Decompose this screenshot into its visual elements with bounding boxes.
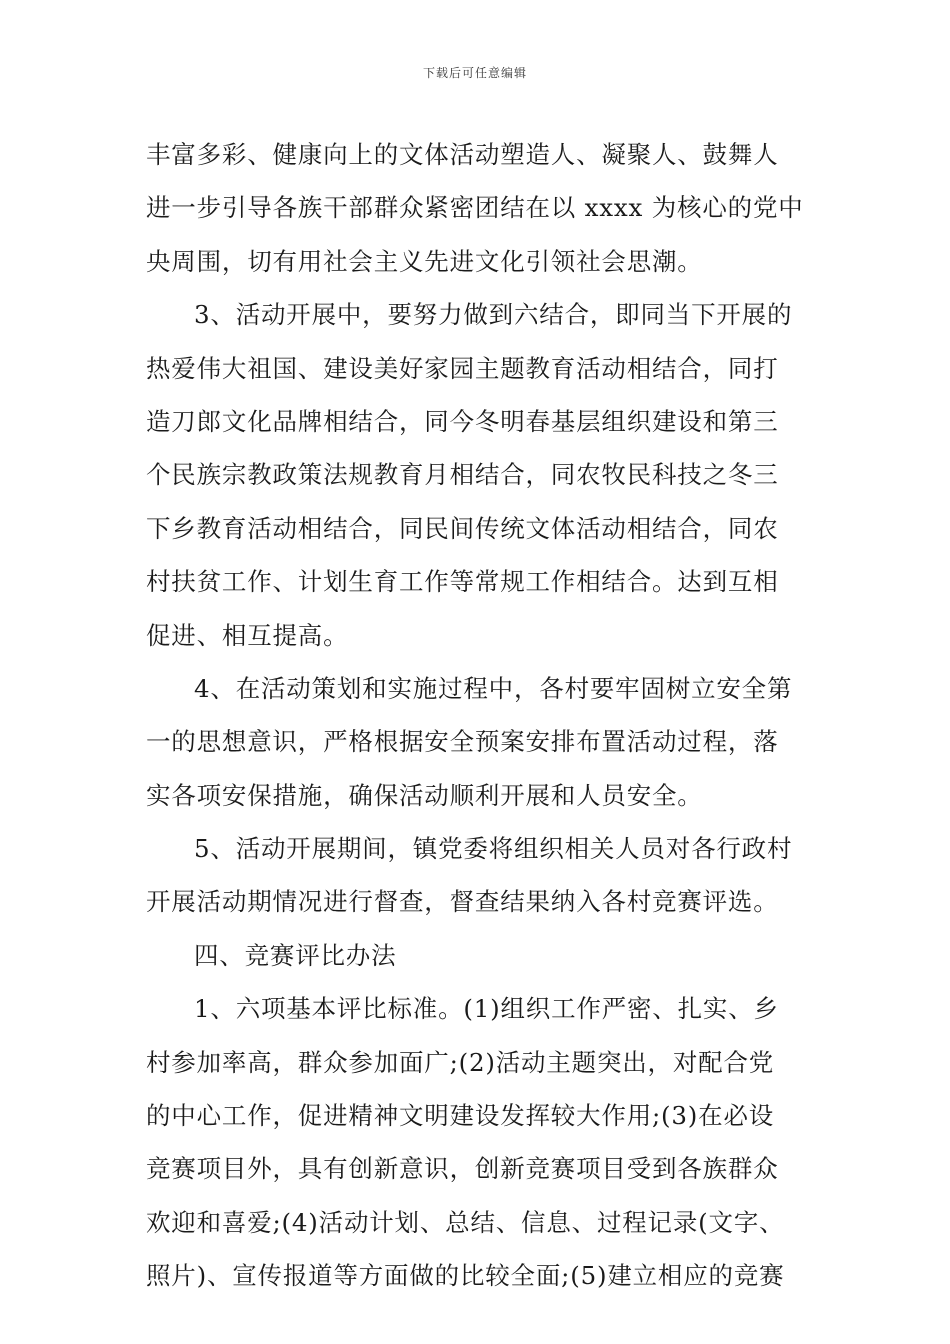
text-line: 个民族宗教政策法规教育月相结合，同农牧民科技之冬三 xyxy=(146,460,779,490)
text-line: 央周围，切有用社会主义先进文化引领社会思潮。 xyxy=(146,246,703,276)
document-body xyxy=(146,128,808,1303)
text-line: 热爱伟大祖国、建设美好家园主题教育活动相结合，同打 xyxy=(146,353,779,383)
text-line: 造刀郎文化品牌相结合，同今冬明春基层组织建设和第三 xyxy=(146,406,779,436)
text-line: 1、六项基本评比标准。(1)组织工作严密、扎实、乡 xyxy=(194,994,779,1024)
text-line: 照片)、宣传报道等方面做的比较全面;(5)建立相应的竞赛 xyxy=(146,1261,785,1291)
text-line: 3、活动开展中，要努力做到六结合，即同当下开展的 xyxy=(194,300,793,330)
text-line: 一的思想意识，严格根据安全预案安排布置活动过程，落 xyxy=(146,727,779,757)
text-line: 四、竞赛评比办法 xyxy=(194,940,397,970)
text-line: 丰富多彩、健康向上的文体活动塑造人、凝聚人、鼓舞人 xyxy=(146,140,779,169)
page-header: 下载后可任意编辑 xyxy=(422,66,527,80)
text-line: 村扶贫工作、计划生育工作等常规工作相结合。达到互相 xyxy=(146,567,779,597)
text-line: 实各项安保措施，确保活动顺利开展和人员安全。 xyxy=(146,780,703,810)
text-line: 村参加率高，群众参加面广;(2)活动主题突出，对配合党 xyxy=(146,1047,775,1077)
text-line: 的中心工作，促进精神文明建设发挥较大作用;(3)在必设 xyxy=(146,1101,775,1131)
text-line: 下乡教育活动相结合，同民间传统文体活动相结合，同农 xyxy=(146,513,779,543)
text-line: 4、在活动策划和实施过程中，各村要牢固树立安全第 xyxy=(194,673,793,703)
text-line: 5、活动开展期间，镇党委将组织相关人员对各行政村 xyxy=(194,834,793,864)
text-line: 促进、相互提高。 xyxy=(146,620,349,650)
text-line: 竞赛项目外，具有创新意识，创新竞赛项目受到各族群众 xyxy=(146,1154,779,1184)
text-line: 欢迎和喜爱;(4)活动计划、总结、信息、过程记录(文字、 xyxy=(146,1207,785,1237)
text-line: 进一步引导各族干部群众紧密团结在以 xxxx 为核心的党中 xyxy=(146,193,804,223)
text-line: 开展活动期情况进行督查，督查结果纳入各村竞赛评选。 xyxy=(146,887,779,917)
